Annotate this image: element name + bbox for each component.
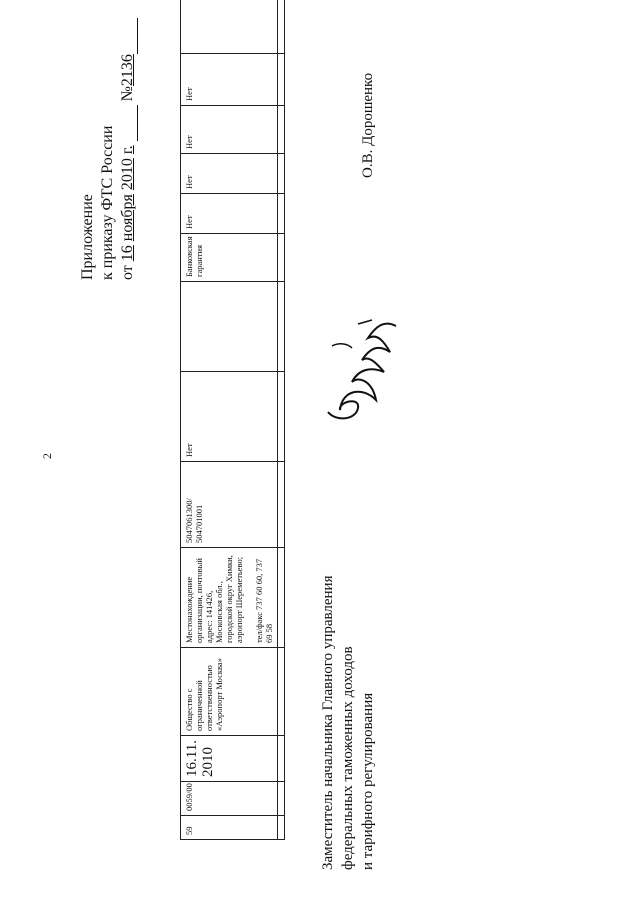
- cell-index: 59: [181, 816, 278, 840]
- date-year-suffix: г.: [119, 145, 136, 155]
- cell-guarantee: Банковская гарантия: [181, 234, 278, 282]
- appendix-header: [78, 18, 138, 280]
- cell-col13: Нет: [181, 54, 278, 106]
- cell-registration-number: 0059/00: [181, 782, 278, 816]
- table-row: [181, 0, 278, 840]
- number-blank-line: [123, 18, 138, 54]
- cell-col12: Нет: [181, 106, 278, 154]
- signer-position-line2: федеральных таможенных доходов: [340, 646, 356, 870]
- signer-name: О.В. Дорошенко: [360, 72, 376, 178]
- page-number: 2: [40, 453, 54, 459]
- cell-col8: [181, 282, 278, 372]
- appendix-title: Приложение: [79, 194, 96, 280]
- registry-table: [180, 0, 285, 840]
- number-prefix: №: [119, 86, 136, 102]
- order-number: 2136: [119, 54, 136, 87]
- table-row-blank: [278, 0, 285, 840]
- cell-col11: Нет: [181, 154, 278, 194]
- cell-col7: Нет: [181, 372, 278, 462]
- signer-position-line3: и тарифного регулирования: [360, 692, 376, 870]
- cell-col10: Нет: [181, 194, 278, 234]
- signer-position: [318, 576, 378, 871]
- date-blank-line: [123, 105, 138, 141]
- date-year: 2010: [119, 158, 136, 191]
- cell-organization: Общество с ограниченной ответственностью «Аэропорт Москва»: [181, 648, 278, 736]
- cell-inn-kpp: 5047061300/ 504701001: [181, 462, 278, 548]
- cell-date: 16.11. 2010: [181, 736, 278, 782]
- handwritten-signature: [318, 300, 418, 430]
- appendix-date-line: [118, 18, 138, 280]
- cell-address: Местонахождение организации, почтовый адрес: 141426, Московская обл., городской округ Химки, аэропорт Шереметьево; тел/факс 737 60 60, 737 69 58: [181, 548, 278, 648]
- date-day: 16: [119, 245, 136, 262]
- appendix-order-ref: к приказу ФТС России: [99, 125, 116, 280]
- date-prefix: от: [119, 265, 136, 280]
- signer-position-line1: Заместитель начальника Главного управления: [320, 575, 336, 870]
- date-month: ноября: [119, 194, 136, 242]
- cell-col14: [181, 0, 278, 54]
